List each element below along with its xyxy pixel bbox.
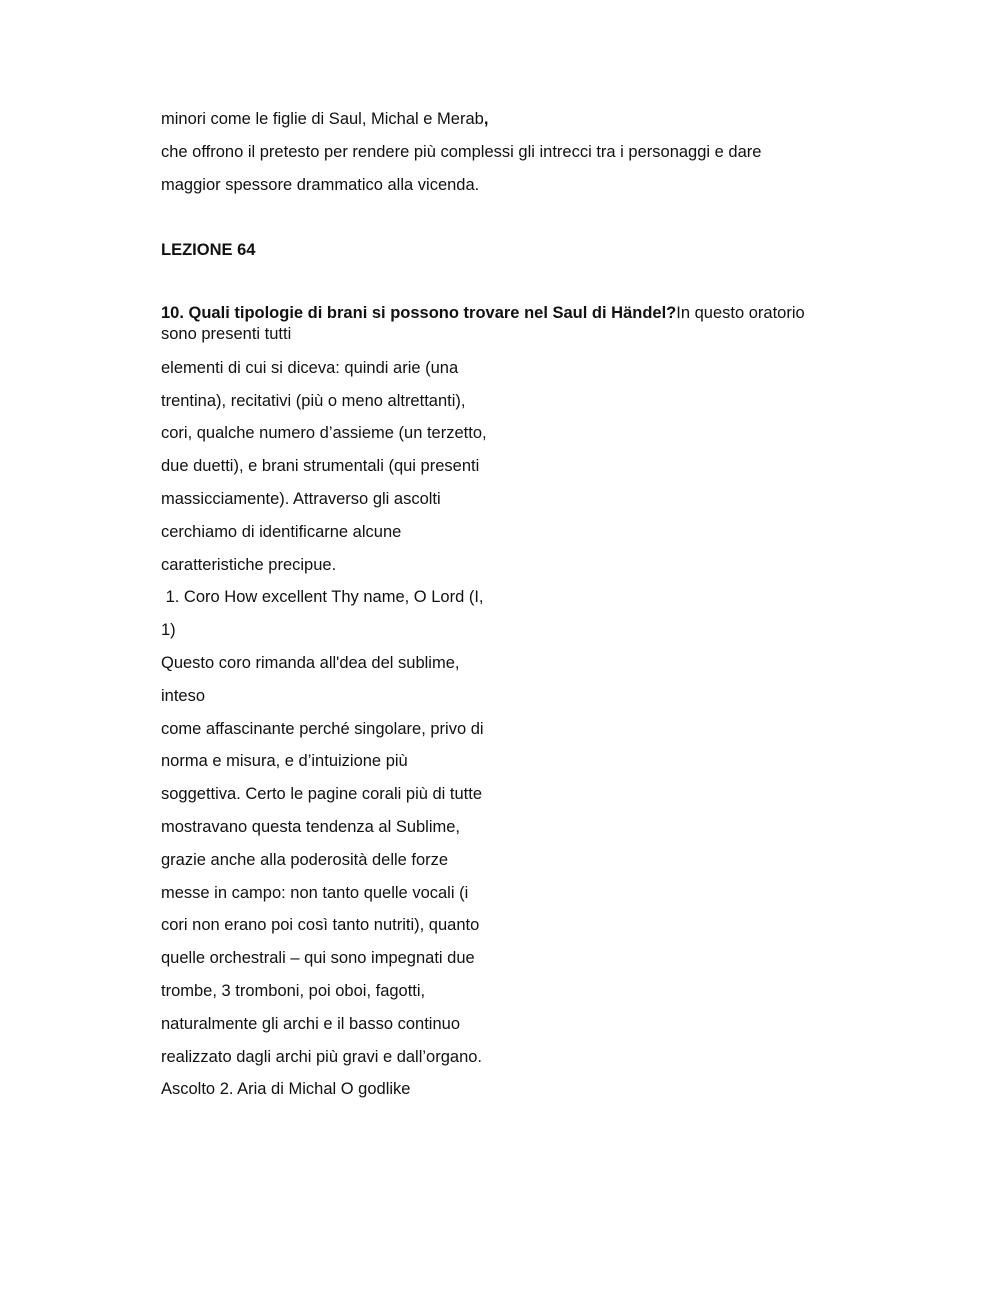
body-line: Ascolto 2. Aria di Michal O godlike — [161, 1080, 411, 1099]
body-line: trentina), recitativi (più o meno altrettanti), — [161, 391, 466, 410]
body-line: soggettiva. Certo le pagine corali più di tutte — [161, 785, 483, 804]
body-line: naturalmente gli archi e il basso continuo — [161, 1014, 461, 1033]
question-paragraph — [161, 303, 821, 345]
body-line: come affascinante perché singolare, privo di — [161, 719, 484, 738]
body-line: cori non erano poi così tanto nutriti), quanto — [161, 916, 480, 935]
body-line: realizzato dagli archi più gravi e dall’organo. — [161, 1047, 483, 1066]
intro-line-2: che offrono il pretesto per rendere più complessi gli intrecci tra i personaggi e dare — [161, 142, 762, 161]
page-content — [161, 106, 821, 1109]
question-answer-start: In questo oratorio — [676, 303, 805, 322]
question-answer-continued: sono presenti tutti — [161, 324, 292, 343]
body-line: 1) — [161, 621, 176, 640]
body-line: caratteristiche precipue. — [161, 555, 337, 574]
intro-line-1-comma: , — [483, 110, 489, 128]
answer-body — [161, 355, 821, 1109]
body-line: due duetti), e brani strumentali (qui presenti — [161, 457, 480, 476]
body-line: norma e misura, e d’intuizione più — [161, 752, 408, 771]
body-line: cerchiamo di identificarne alcune — [161, 522, 402, 541]
spacer — [161, 270, 821, 303]
intro-line-1-text: minori come le figlie di Saul, Michal e Merab — [161, 110, 484, 128]
body-line: massicciamente). Attraverso gli ascolti — [161, 489, 441, 508]
body-line: elementi di cui si diceva: quindi arie (una — [161, 358, 459, 377]
body-line: trombe, 3 tromboni, poi oboi, fagotti, — [161, 981, 426, 1000]
intro-line-1 — [161, 106, 821, 139]
question-label: 10. Quali tipologie di brani si possono trovare nel Saul di Händel? — [161, 303, 677, 322]
spacer — [161, 204, 821, 237]
body-line: inteso — [161, 686, 206, 705]
body-line: quelle orchestrali – qui sono impegnati due — [161, 949, 475, 968]
lesson-heading: LEZIONE 64 — [161, 241, 256, 260]
body-line: messe in campo: non tanto quelle vocali (i — [161, 883, 469, 902]
body-line: cori, qualche numero d’assieme (un terzetto, — [161, 424, 487, 443]
body-line: grazie anche alla poderosità delle forze — [161, 850, 449, 869]
body-line: Questo coro rimanda all'dea del sublime, — [161, 653, 460, 672]
intro-line-3: maggior spessore drammatico alla vicenda. — [161, 175, 480, 194]
body-line: 1. Coro How excellent Thy name, O Lord (I, — [161, 588, 484, 607]
body-line: mostravano questa tendenza al Sublime, — [161, 817, 461, 836]
